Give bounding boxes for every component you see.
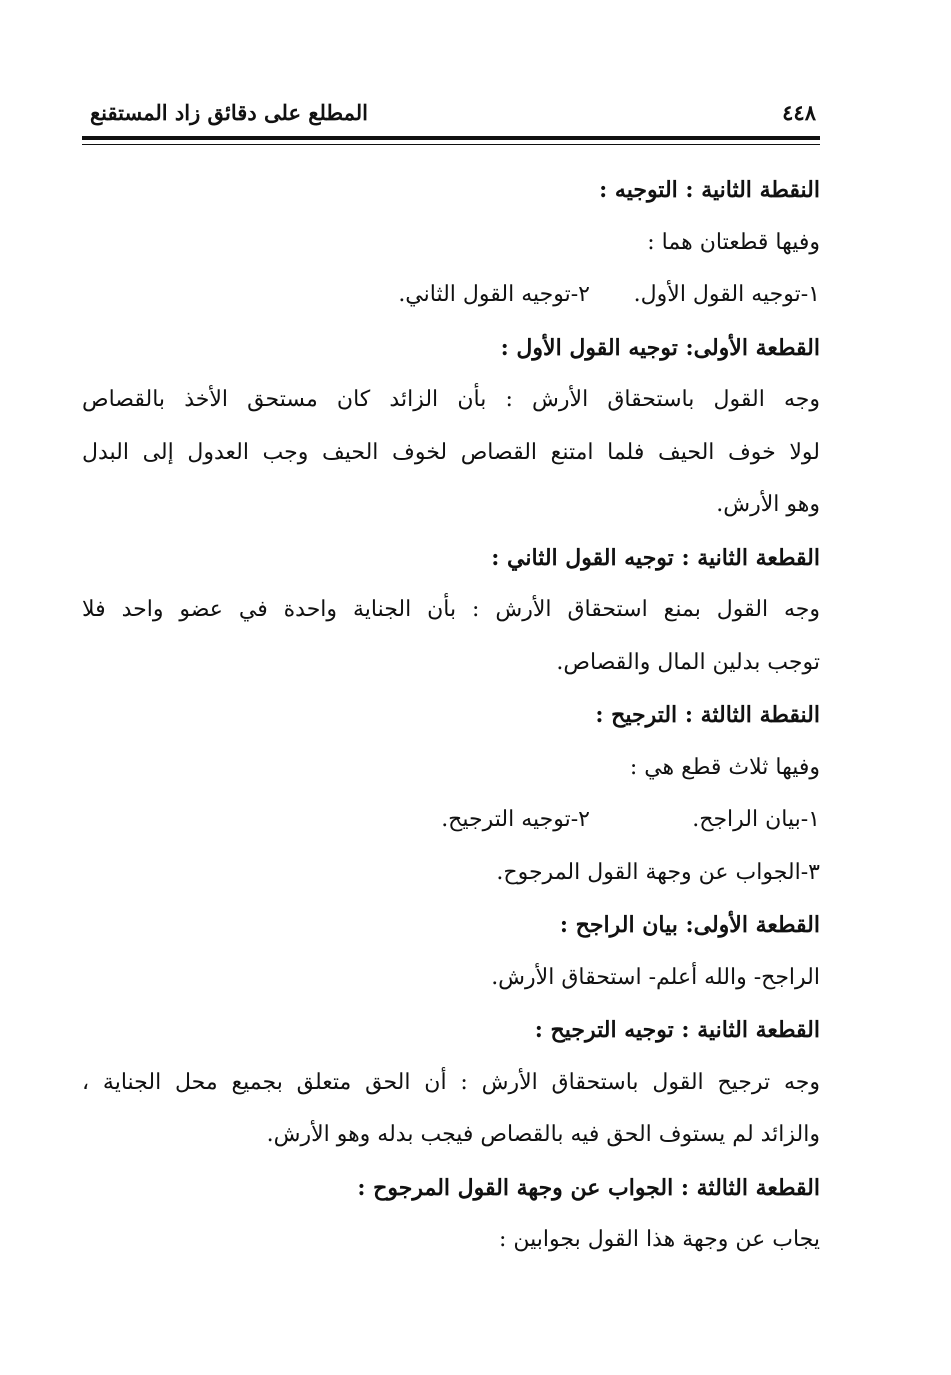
enumerated-line [82,794,820,847]
paragraph-line: يجاب عن وجهة هذا القول بجوابين : [498,1227,820,1252]
text-line: وفيها ثلاث قطع هي : [629,754,820,780]
list-item: ٣-الجواب عن وجهة القول المرجوح. [496,859,820,885]
subsection-heading: القطعة الثالثة : الجواب عن وجهة القول المرجوح : [357,1174,820,1201]
list-item: ١-توجيه القول الأول. [633,282,820,307]
list-item: ٢-توجيه الترجيح. [441,807,590,832]
page-number: ٤٤٨ [782,100,816,125]
header-rule-thin [82,144,820,145]
subsection-heading: القطعة الأولى: توجيه القول الأول : [500,334,820,361]
paragraph-line: توجب بدلين المال والقصاص. [556,649,820,675]
page-body [82,164,820,1267]
enumerated-line [82,269,820,322]
subsection-heading: القطعة الأولى: بيان الراجح : [559,912,820,938]
paragraph-line: وجه ترجيح القول باستحقاق الأرش : أن الحق متعلق بجميع محل الجناية ، [82,1069,820,1095]
header-rule-thick [82,136,820,140]
paragraph-line: وجه القول باستحقاق الأرش : بأن الزائد كان مستحق الأخذ بالقصاص [82,387,820,412]
subsection-heading: القطعة الثانية : توجيه الترجيح : [534,1017,820,1043]
paragraph-line: لولا خوف الحيف فلما امتنع القصاص لخوف الحيف وجب العدول إلى البدل [82,439,820,465]
paragraph-line: والزائد لم يستوف الحق فيه بالقصاص فيجب بدله وهو الأرش. [266,1122,820,1147]
page-header [82,96,820,136]
running-title: المطلع على دقائق زاد المستقنع [90,100,369,125]
section-heading: النقطة الثانية : التوجيه : [599,177,820,203]
paragraph-line: الراجح- والله أعلم- استحقاق الأرش. [491,964,820,990]
section-heading: النقطة الثالثة : الترجيح : [595,702,820,728]
subsection-heading: القطعة الثانية : توجيه القول الثاني : [491,544,820,571]
paragraph-line: وجه القول بمنع استحقاق الأرش : بأن الجناية واحدة في عضو واحد فلا [82,597,820,622]
list-item: ٢-توجيه القول الثاني. [398,282,590,307]
text-line: وفيها قطعتان هما : [647,229,820,255]
paragraph-line: وهو الأرش. [716,492,820,517]
list-item: ١-بيان الراجح. [692,807,820,832]
